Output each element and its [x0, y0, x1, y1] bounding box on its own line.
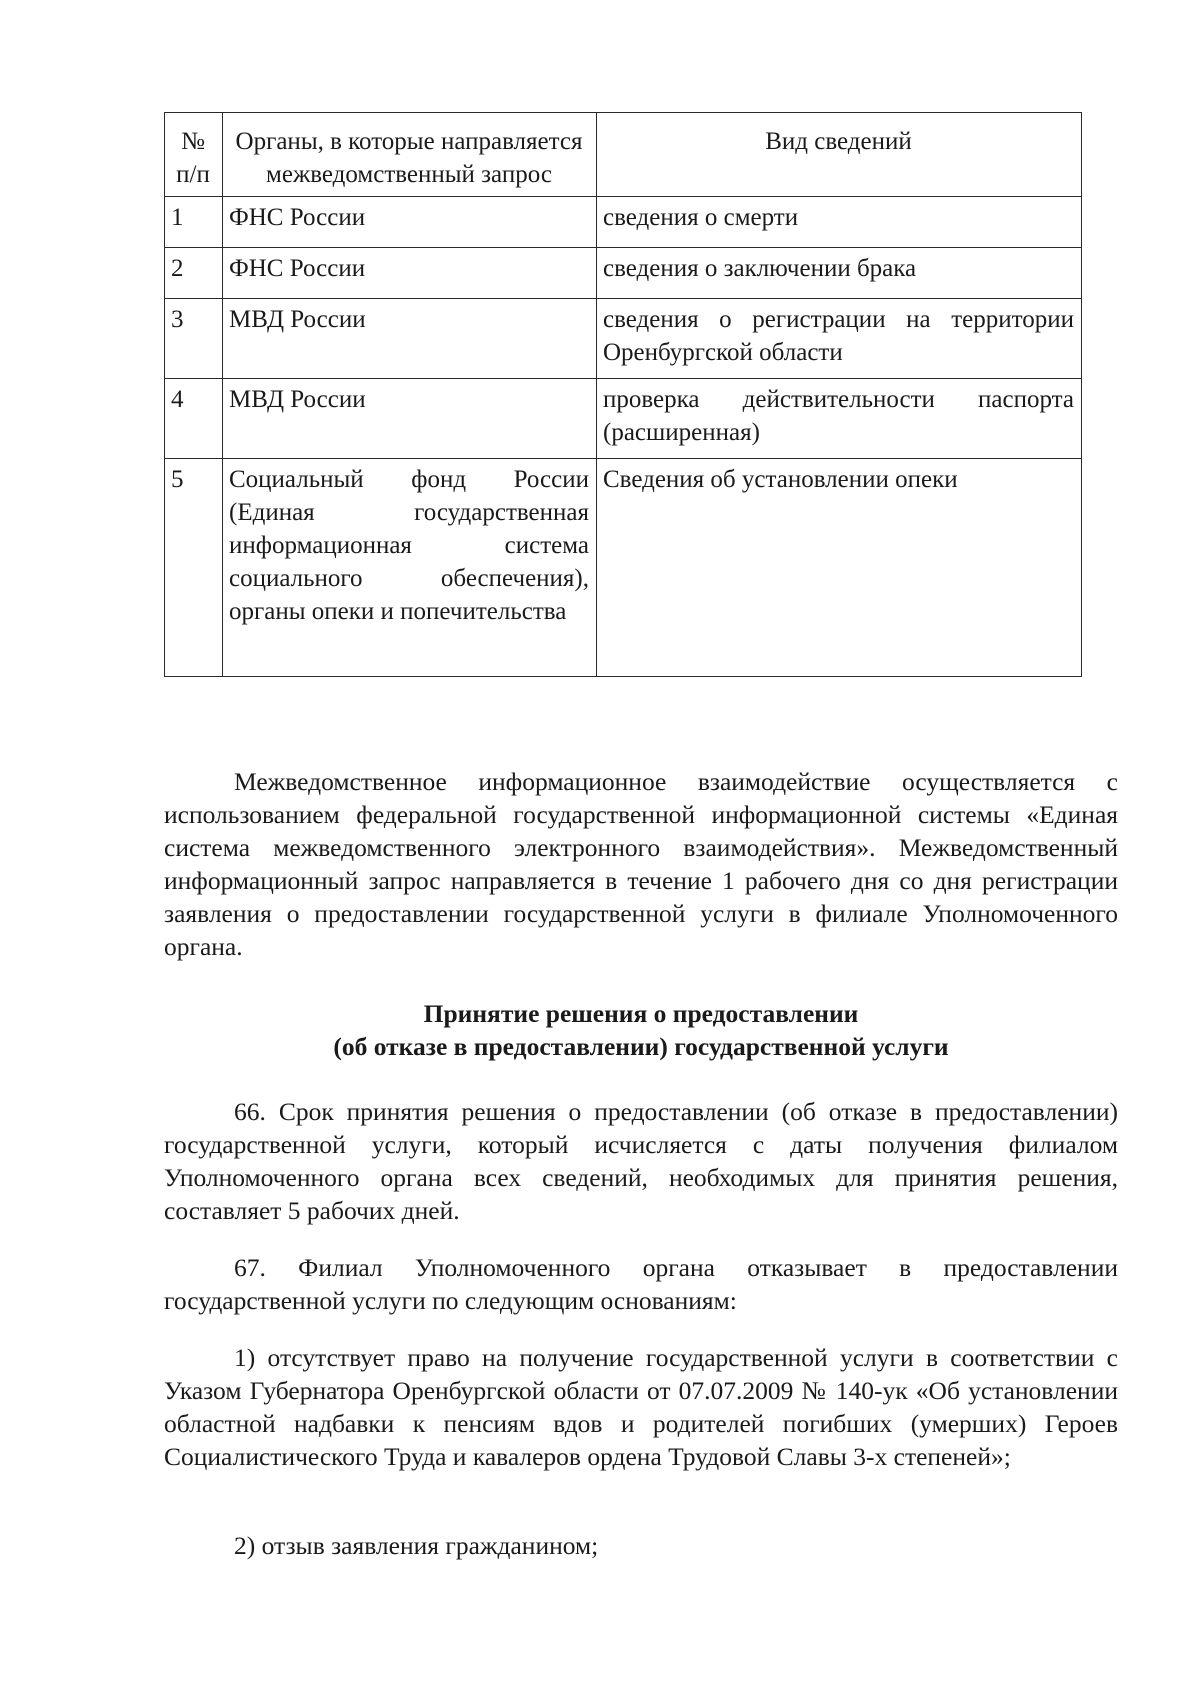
- header-info-type: Вид сведений: [597, 113, 1082, 197]
- paragraph-interaction: Межведомственное информационное взаимодействие осуществляется с использованием федеральной государственной информационной системы «Единая система межведомственного электронного взаимодействия». Межведомственный информационный запрос направляется в течение 1 рабочего дня со дня регистрации заявления о предоставлении государственной услуги в филиале Уполномоченного органа.: [164, 767, 1118, 961]
- paragraph-67: 67. Филиал Уполномоченного органа отказывает в предоставлении государственной услуги по следующим основаниям:: [164, 1253, 1118, 1315]
- section-heading-line1: Принятие решения о предоставлении: [423, 999, 859, 1028]
- row-organization: ФНС России: [223, 197, 597, 248]
- row-number: 4: [165, 379, 223, 459]
- header-number: № п/п: [165, 113, 223, 197]
- table-row: [165, 197, 1082, 248]
- table-row: [165, 459, 1082, 677]
- interagency-request-table: [164, 112, 1082, 677]
- row-info-type: сведения о смерти: [597, 197, 1082, 248]
- section-heading-line2: (об отказе в предоставлении) государственной услуги: [333, 1032, 949, 1061]
- list-item-2: 2) отзыв заявления гражданином;: [234, 1531, 599, 1560]
- row-info-type: сведения о заключении брака: [597, 248, 1082, 299]
- table-row: [165, 248, 1082, 299]
- row-info-type: Сведения об установлении опеки: [597, 459, 1082, 677]
- row-number: 3: [165, 299, 223, 379]
- table-header-row: [165, 113, 1082, 197]
- row-organization: Социальный фонд России (Единая государственная информационная система социального обеспечения), органы опеки и попечительства: [223, 459, 597, 677]
- row-organization: МВД России: [223, 299, 597, 379]
- paragraph-66: 66. Срок принятия решения о предоставлении (об отказе в предоставлении) государственной услуги, который исчисляется с даты получения филиалом Уполномоченного органа всех сведений, необходимых для принятия решения, составляет 5 рабочих дней.: [164, 1097, 1118, 1225]
- row-info-type: сведения о регистрации на территории Оренбургской области: [597, 299, 1082, 379]
- row-number: 1: [165, 197, 223, 248]
- header-organization: Органы, в которые направляется межведомственный запрос: [223, 113, 597, 197]
- row-organization: ФНС России: [223, 248, 597, 299]
- table-row: [165, 379, 1082, 459]
- row-number: 2: [165, 248, 223, 299]
- list-item-1: 1) отсутствует право на получение государственной услуги в соответствии с Указом Губернатора Оренбургской области от 07.07.2009 № 140-ук «Об установлении областной надбавки к пенсиям вдов и родителей погибших (умерших) Героев Социалистического Труда и кавалеров ордена Трудовой Славы 3-х степеней»;: [164, 1343, 1118, 1471]
- row-organization: МВД России: [223, 379, 597, 459]
- table-row: [165, 299, 1082, 379]
- row-info-type: проверка действительности паспорта (расширенная): [597, 379, 1082, 459]
- row-number: 5: [165, 459, 223, 677]
